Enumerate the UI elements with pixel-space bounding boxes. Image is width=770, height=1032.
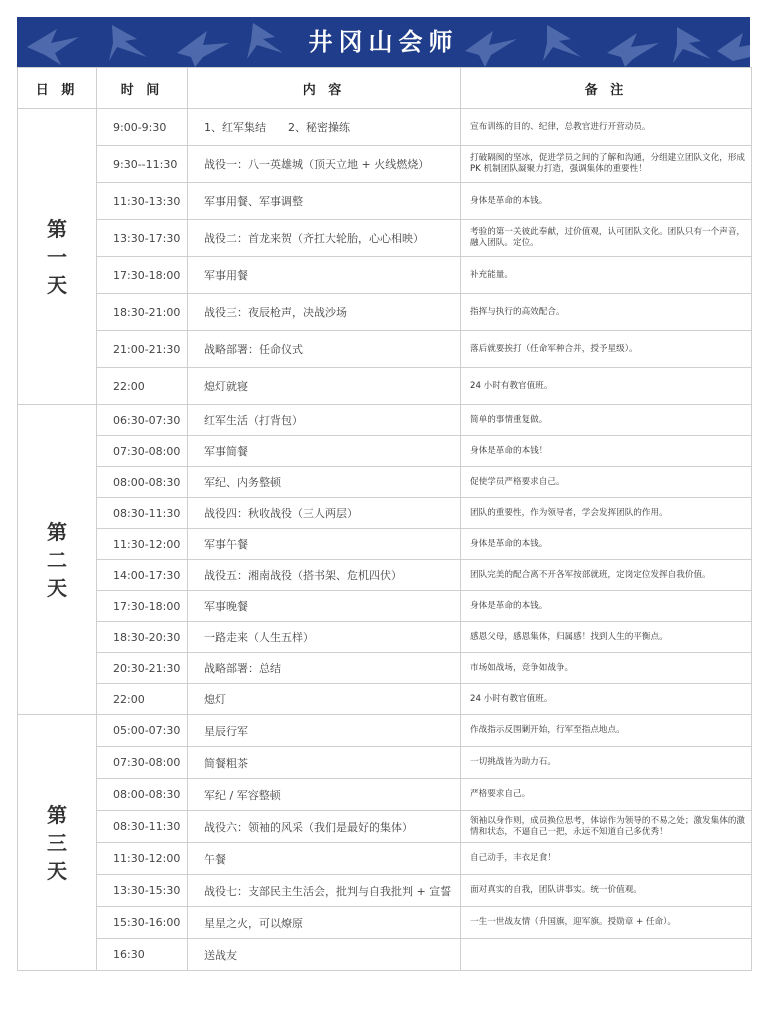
time-cell: 17:30-18:00 [97, 591, 188, 622]
header-note: 备 注 [461, 68, 752, 109]
time-cell: 9:00-9:30 [97, 109, 188, 146]
table-row [18, 875, 752, 907]
note-cell: 身体是革命的本钱！ [461, 436, 752, 467]
content-cell: 军事晚餐 [188, 591, 461, 622]
content-cell: 军纪 / 军容整顿 [188, 779, 461, 811]
content-cell: 战役一：八一英雄城（顶天立地 + 火线燃烧） [188, 146, 461, 183]
content-cell: 战役四：秋收战役（三人两层） [188, 498, 461, 529]
content-cell: 午餐 [188, 843, 461, 875]
note-cell: 领袖以身作则，成员换位思考，体谅作为领导的不易之处；激发集体的激情和状态，不逼自己一把，永远不知道自己多优秀！ [461, 811, 752, 843]
table-row [18, 622, 752, 653]
content-cell: 战略部署：总结 [188, 653, 461, 684]
time-cell: 9:30--11:30 [97, 146, 188, 183]
content-cell: 战役五：湘南战役（搭书架、危机四伏） [188, 560, 461, 591]
time-cell: 08:30-11:30 [97, 811, 188, 843]
time-cell: 20:30-21:30 [97, 653, 188, 684]
table-row [18, 109, 752, 146]
table-row [18, 368, 752, 405]
table-row [18, 843, 752, 875]
note-cell: 感恩父母，感恩集体，归属感！找到人生的平衡点。 [461, 622, 752, 653]
table-row [18, 467, 752, 498]
day-label: 第一天 [47, 216, 67, 297]
table-row [18, 907, 752, 939]
table-row [18, 294, 752, 331]
content-cell: 熄灯 [188, 684, 461, 715]
note-cell: 24 小时有教官值班。 [461, 368, 752, 405]
content-cell: 战役三：夜辰枪声，决战沙场 [188, 294, 461, 331]
time-cell: 22:00 [97, 368, 188, 405]
time-cell: 16:30 [97, 939, 188, 971]
content-cell: 军事用餐、军事调整 [188, 183, 461, 220]
content-cell: 军纪、内务整顿 [188, 467, 461, 498]
content-cell: 红军生活（打背包） [188, 405, 461, 436]
table-row [18, 498, 752, 529]
table-row [18, 747, 752, 779]
table-row [18, 405, 752, 436]
table-row [18, 436, 752, 467]
day-label-cell [18, 405, 97, 715]
note-cell: 打破隔阂的坚冰，促进学员之间的了解和沟通，分组建立团队文化，形成 PK 机制团队凝聚力打造，强调集体的重要性！ [461, 146, 752, 183]
table-row [18, 146, 752, 183]
time-cell: 05:00-07:30 [97, 715, 188, 747]
content-cell: 战役七：支部民主生活会，批判与自我批判 + 宣誓 [188, 875, 461, 907]
time-cell: 08:00-08:30 [97, 779, 188, 811]
content-cell: 战役六：领袖的风采（我们是最好的集体） [188, 811, 461, 843]
time-cell: 14:00-17:30 [97, 560, 188, 591]
note-cell: 自己动手，丰衣足食！ [461, 843, 752, 875]
note-cell [461, 939, 752, 971]
note-cell: 落后就要挨打（任命军种合并，授予星级）。 [461, 331, 752, 368]
note-cell: 补充能量。 [461, 257, 752, 294]
page-title: 井冈山会师 [308, 28, 459, 56]
time-cell: 13:30-15:30 [97, 875, 188, 907]
table-row [18, 183, 752, 220]
table-row [18, 779, 752, 811]
time-cell: 07:30-08:00 [97, 436, 188, 467]
time-cell: 17:30-18:00 [97, 257, 188, 294]
time-cell: 22:00 [97, 684, 188, 715]
time-cell: 11:30-13:30 [97, 183, 188, 220]
note-cell: 身体是革命的本钱。 [461, 591, 752, 622]
time-cell: 13:30-17:30 [97, 220, 188, 257]
time-cell: 18:30-21:00 [97, 294, 188, 331]
time-cell: 18:30-20:30 [97, 622, 188, 653]
content-cell: 1、红军集结 2、秘密操练 [188, 109, 461, 146]
content-cell: 星星之火，可以燎原 [188, 907, 461, 939]
note-cell: 严格要求自己。 [461, 779, 752, 811]
table-row [18, 684, 752, 715]
time-cell: 08:30-11:30 [97, 498, 188, 529]
day-label: 第二天 [47, 519, 67, 600]
header-content: 内 容 [188, 68, 461, 109]
content-cell: 军事简餐 [188, 436, 461, 467]
table-row [18, 715, 752, 747]
table-row [18, 257, 752, 294]
content-cell: 星辰行军 [188, 715, 461, 747]
note-cell: 一生一世战友情（升国旗，迎军旗。授勋章 + 任命）。 [461, 907, 752, 939]
note-cell: 考验的第一关彼此奉献，过价值观，认可团队文化。团队只有一个声音，融入团队。定位。 [461, 220, 752, 257]
content-cell: 战役二：首龙来贺（齐扛大轮胎，心心相映） [188, 220, 461, 257]
content-cell: 军事用餐 [188, 257, 461, 294]
time-cell: 08:00-08:30 [97, 467, 188, 498]
table-row [18, 331, 752, 368]
table-header-row [18, 68, 752, 109]
table-row [18, 811, 752, 843]
note-cell: 身体是革命的本钱。 [461, 183, 752, 220]
note-cell: 促使学员严格要求自己。 [461, 467, 752, 498]
note-cell: 24 小时有教官值班。 [461, 684, 752, 715]
note-cell: 市场如战场，竞争如战争。 [461, 653, 752, 684]
time-cell: 11:30-12:00 [97, 529, 188, 560]
content-cell: 简餐粗茶 [188, 747, 461, 779]
table-row [18, 220, 752, 257]
note-cell: 身体是革命的本钱。 [461, 529, 752, 560]
content-cell: 军事午餐 [188, 529, 461, 560]
day-label-cell [18, 109, 97, 405]
note-cell: 宣布训练的目的、纪律，总教官进行开营动员。 [461, 109, 752, 146]
day-label-cell [18, 715, 97, 971]
note-cell: 简单的事情重复做。 [461, 405, 752, 436]
table-row [18, 529, 752, 560]
time-cell: 07:30-08:00 [97, 747, 188, 779]
table-row [18, 653, 752, 684]
note-cell: 团队完美的配合离不开各军按部就班，定岗定位发挥自我价值。 [461, 560, 752, 591]
time-cell: 06:30-07:30 [97, 405, 188, 436]
content-cell: 一路走来（人生五样） [188, 622, 461, 653]
content-cell: 送战友 [188, 939, 461, 971]
time-cell: 15:30-16:00 [97, 907, 188, 939]
content-cell: 战略部署：任命仪式 [188, 331, 461, 368]
note-cell: 团队的重要性，作为领导者，学会发挥团队的作用。 [461, 498, 752, 529]
day-label: 第三天 [47, 802, 67, 883]
note-cell: 面对真实的自我，团队讲事实。统一价值观。 [461, 875, 752, 907]
header-time: 时 间 [97, 68, 188, 109]
table-row [18, 591, 752, 622]
time-cell: 21:00-21:30 [97, 331, 188, 368]
time-cell: 11:30-12:00 [97, 843, 188, 875]
note-cell: 作战指示反围剿开始，行军至指点地点。 [461, 715, 752, 747]
header-date: 日 期 [18, 68, 97, 109]
table-row [18, 939, 752, 971]
table-row [18, 560, 752, 591]
note-cell: 指挥与执行的高效配合。 [461, 294, 752, 331]
content-cell: 熄灯就寝 [188, 368, 461, 405]
schedule-table [17, 67, 752, 971]
title-banner [17, 17, 750, 67]
note-cell: 一切挑战皆为助力石。 [461, 747, 752, 779]
